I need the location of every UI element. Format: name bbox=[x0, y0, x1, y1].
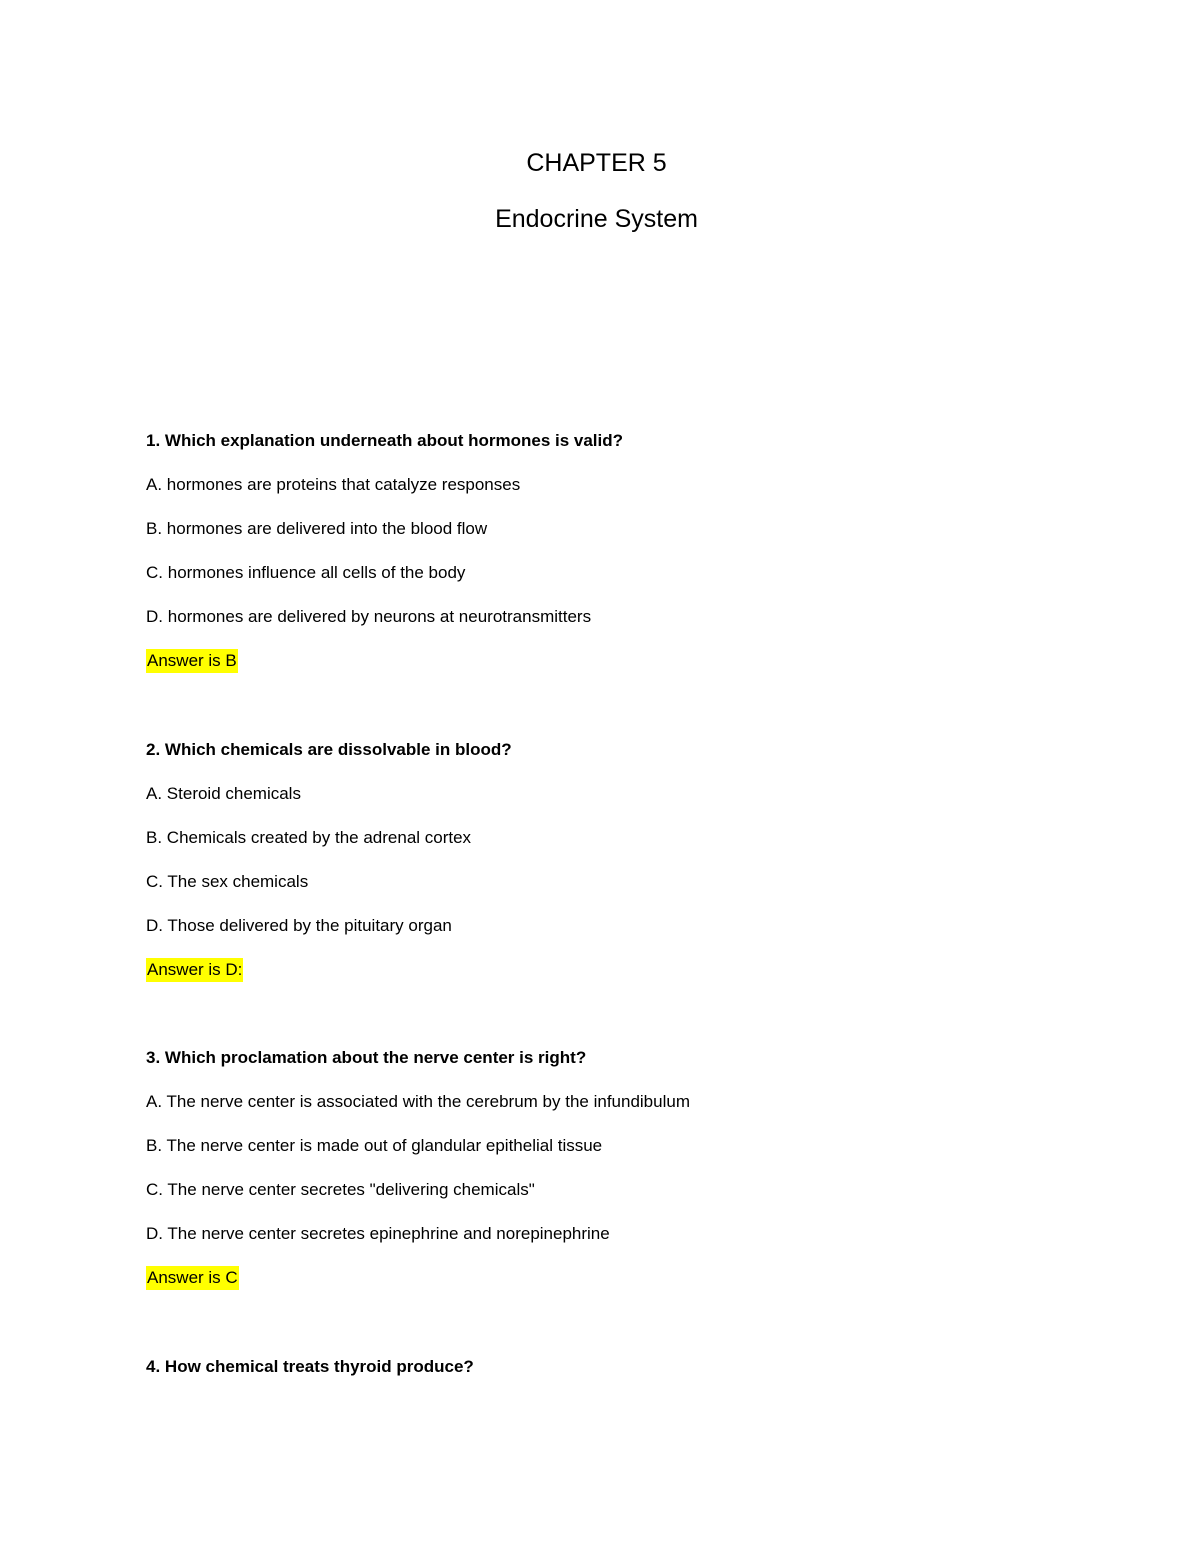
option-text: Those delivered by the pituitary organ bbox=[167, 916, 452, 935]
question-prompt: Which chemicals are dissolvable in blood? bbox=[164, 740, 512, 759]
question-4 bbox=[146, 1355, 474, 1379]
option-d bbox=[146, 605, 623, 629]
option-letter: D. bbox=[146, 916, 163, 935]
option-text: The nerve center secretes epinephrine and norepinephrine bbox=[167, 1224, 610, 1243]
question-prompt: How chemical treats thyroid produce? bbox=[164, 1357, 474, 1376]
question-2 bbox=[146, 738, 512, 982]
question-number: 2. bbox=[146, 740, 161, 759]
option-c bbox=[146, 870, 512, 894]
question-number: 3. bbox=[146, 1048, 161, 1067]
option-d bbox=[146, 1222, 690, 1246]
answer-highlight: Answer is C bbox=[146, 1266, 239, 1290]
question-prompt: Which explanation underneath about hormones is valid? bbox=[164, 431, 624, 450]
option-text: hormones are delivered into the blood flow bbox=[166, 519, 488, 538]
option-letter: A. bbox=[146, 1092, 163, 1111]
option-c bbox=[146, 1178, 690, 1202]
option-a bbox=[146, 473, 623, 497]
option-text: hormones are proteins that catalyze responses bbox=[166, 475, 521, 494]
option-text: The nerve center is made out of glandular epithelial tissue bbox=[166, 1136, 603, 1155]
option-a bbox=[146, 782, 512, 806]
question-prompt: Which proclamation about the nerve center is right? bbox=[164, 1048, 587, 1067]
option-text: hormones are delivered by neurons at neurotransmitters bbox=[167, 607, 592, 626]
option-d bbox=[146, 914, 512, 938]
option-b bbox=[146, 517, 623, 541]
question-1 bbox=[146, 429, 623, 673]
chapter-title: CHAPTER 5 bbox=[526, 149, 667, 177]
option-b bbox=[146, 1134, 690, 1158]
option-letter: B. bbox=[146, 828, 163, 847]
option-text: Steroid chemicals bbox=[166, 784, 301, 803]
question-text bbox=[146, 1046, 690, 1070]
option-letter: B. bbox=[146, 519, 163, 538]
option-text: The sex chemicals bbox=[167, 872, 309, 891]
option-letter: C. bbox=[146, 1180, 163, 1199]
question-text bbox=[146, 738, 512, 762]
option-text: The nerve center is associated with the cerebrum by the infundibulum bbox=[166, 1092, 690, 1111]
answer-highlight: Answer is D: bbox=[146, 958, 243, 982]
option-letter: D. bbox=[146, 1224, 163, 1243]
question-text bbox=[146, 1355, 474, 1379]
option-a bbox=[146, 1090, 690, 1114]
option-letter: D. bbox=[146, 607, 163, 626]
option-text: hormones influence all cells of the body bbox=[167, 563, 466, 582]
option-text: Chemicals created by the adrenal cortex bbox=[166, 828, 472, 847]
chapter-subtitle: Endocrine System bbox=[495, 205, 698, 233]
option-letter: A. bbox=[146, 784, 163, 803]
question-text bbox=[146, 429, 623, 453]
option-letter: B. bbox=[146, 1136, 163, 1155]
option-letter: C. bbox=[146, 563, 163, 582]
question-number: 4. bbox=[146, 1357, 161, 1376]
option-letter: A. bbox=[146, 475, 163, 494]
option-c bbox=[146, 561, 623, 585]
option-b bbox=[146, 826, 512, 850]
question-number: 1. bbox=[146, 431, 161, 450]
answer-highlight: Answer is B bbox=[146, 649, 238, 673]
option-letter: C. bbox=[146, 872, 163, 891]
question-3 bbox=[146, 1046, 690, 1290]
option-text: The nerve center secretes "delivering chemicals" bbox=[167, 1180, 535, 1199]
